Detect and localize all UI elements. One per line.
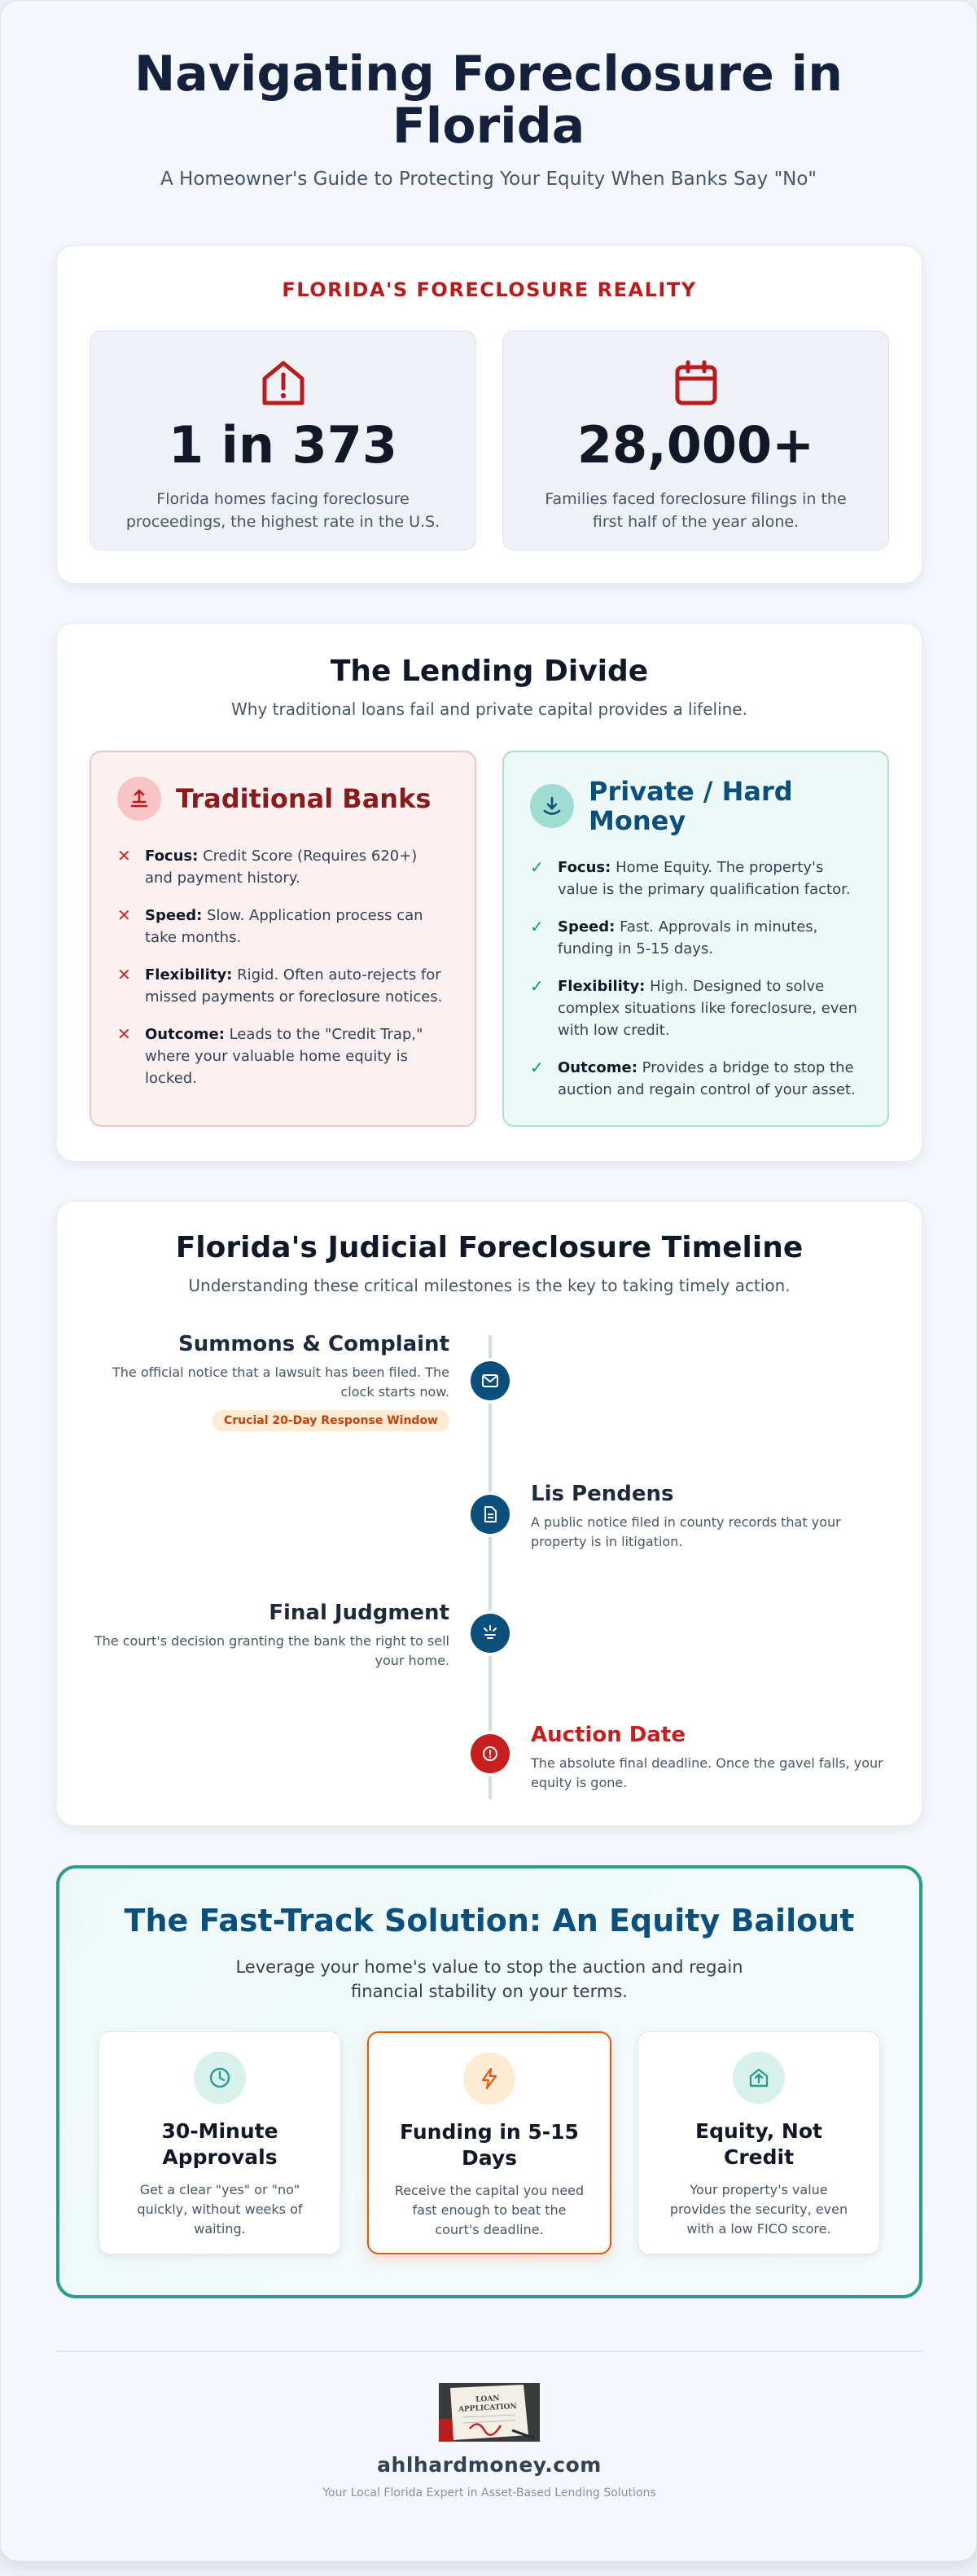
traditional-banks-column: [90, 751, 476, 1127]
bank-criteria-list: [117, 845, 449, 1089]
list-item: ✓ Outcome: Provides a bridge to stop the auction and regain control of your asset.: [530, 1057, 861, 1101]
feature-card-equity: [637, 2031, 880, 2254]
x-icon: ✕: [117, 846, 131, 865]
x-icon: ✕: [117, 905, 131, 925]
list-item: ✕ Focus: Credit Score (Requires 620+) and payment history.: [117, 845, 449, 889]
column-title: Traditional Banks: [176, 783, 432, 814]
private-criteria-list: [530, 856, 861, 1101]
stat-card-filings: [502, 331, 889, 550]
lending-divide-card: [56, 623, 922, 1162]
stat-description: Families faced foreclosure filings in the first half of the year alone.: [545, 490, 847, 531]
timeline-step-summons: [91, 1332, 449, 1431]
clock-icon: [194, 2052, 246, 2104]
step-title: Final Judgment: [269, 1601, 449, 1625]
page-subtitle: A Homeowner's Guide to Protecting Your Equity When Banks Say "No": [160, 169, 817, 190]
list-item: ✕ Outcome: Leads to the "Credit Trap," where your valuable home equity is locked.: [117, 1023, 449, 1089]
timeline-axis: [488, 1335, 492, 1799]
svg-text:APPLICATION: APPLICATION: [458, 2403, 517, 2414]
foreclosure-timeline-card: [56, 1201, 922, 1826]
list-item: ✓ Focus: Home Equity. The property's value is the primary qualification factor.: [530, 856, 861, 900]
feature-title: 30-Minute Approvals: [161, 2119, 278, 2169]
timeline-step-lis-pendens: [531, 1482, 889, 1552]
step-title: Summons & Complaint: [178, 1332, 449, 1356]
step-description: The official notice that a lawsuit has been filed. The clock starts now.: [112, 1365, 449, 1400]
footer: [1, 2383, 977, 2499]
gavel-icon: [471, 1614, 510, 1653]
timeline-step-final-judgment: [91, 1601, 449, 1671]
house-up-icon: [733, 2052, 785, 2104]
feature-title: Funding in 5-15 Days: [400, 2120, 579, 2170]
private-money-column: [502, 751, 889, 1127]
feature-description: Get a clear "yes" or "no" quickly, without weeks of waiting.: [137, 2182, 303, 2236]
step-description: The absolute final deadline. Once the gavel falls, your equity is gone.: [531, 1755, 883, 1790]
svg-text:LOAN: LOAN: [475, 2394, 500, 2404]
check-icon: ✓: [530, 1058, 544, 1077]
feature-card-approvals: [99, 2031, 341, 2254]
page-title: Navigating Foreclosure in Florida: [134, 46, 843, 155]
feature-card-funding: [367, 2031, 611, 2254]
list-item: ✓ Flexibility: High. Designed to solve complex situations like foreclosure, even with low credit.: [530, 975, 861, 1041]
loan-application-image: [439, 2383, 540, 2442]
section-title: The Fast-Track Solution: An Equity Bailout: [124, 1903, 855, 1939]
timeline-step-auction: [531, 1723, 889, 1793]
equity-bailout-section: [56, 1865, 922, 2298]
section-subtitle: Leverage your home's value to stop the auction and regain financial stability on your terms.: [235, 1957, 743, 2001]
response-window-badge: Crucial 20-Day Response Window: [212, 1410, 449, 1431]
x-icon: ✕: [117, 1024, 131, 1044]
column-title: Private / Hard Money: [589, 776, 793, 836]
section-subtitle: Why traditional loans fail and private capital provides a lifeline.: [231, 699, 747, 719]
anchor-icon: [530, 784, 574, 828]
footer-divider: [56, 2350, 922, 2352]
house-alert-icon: [260, 359, 307, 408]
section-title: Florida's Judicial Foreclosure Timeline: [175, 1231, 804, 1264]
section-subtitle: Understanding these critical milestones is the key to taking timely action.: [188, 1276, 791, 1295]
list-item: ✕ Flexibility: Rigid. Often auto-rejects for missed payments or foreclosure notices.: [117, 964, 449, 1008]
stat-number: 1 in 373: [168, 415, 398, 475]
check-icon: ✓: [530, 857, 544, 877]
mail-icon: [471, 1361, 510, 1400]
stat-description: Florida homes facing foreclosure proceedings, the highest rate in the U.S.: [125, 490, 440, 531]
step-title: Auction Date: [531, 1723, 686, 1747]
check-icon: ✓: [530, 917, 544, 936]
bank-icon: [117, 777, 161, 821]
step-description: A public notice filed in county records that your property is in litigation.: [531, 1514, 841, 1549]
stat-number: 28,000+: [576, 415, 815, 475]
hero: [1, 1, 976, 190]
document-icon: [471, 1495, 510, 1534]
brand-website[interactable]: ahlhardmoney.com: [377, 2453, 602, 2477]
step-description: The court's decision granting the bank the right to sell your home.: [94, 1633, 449, 1668]
list-item: ✕ Speed: Slow. Application process can take months.: [117, 905, 449, 948]
calendar-icon: [673, 359, 720, 408]
stat-card-rate: [90, 331, 476, 550]
foreclosure-reality-card: [56, 245, 922, 584]
alert-icon: [471, 1734, 510, 1773]
feature-title: Equity, Not Credit: [695, 2119, 822, 2169]
reality-title: FLORIDA'S FORECLOSURE REALITY: [282, 278, 697, 301]
lightning-icon: [463, 2052, 515, 2105]
list-item: ✓ Speed: Fast. Approvals in minutes, funding in 5-15 days.: [530, 916, 861, 960]
check-icon: ✓: [530, 976, 544, 996]
feature-description: Receive the capital you need fast enough to beat the court's deadline.: [394, 2183, 585, 2237]
step-title: Lis Pendens: [531, 1482, 674, 1506]
footer-tagline: Your Local Florida Expert in Asset-Based Lending Solutions: [322, 2486, 656, 2499]
feature-description: Your property's value provides the security, even with a low FICO score.: [669, 2182, 848, 2236]
x-icon: ✕: [117, 965, 131, 984]
section-title: The Lending Divide: [330, 655, 649, 688]
